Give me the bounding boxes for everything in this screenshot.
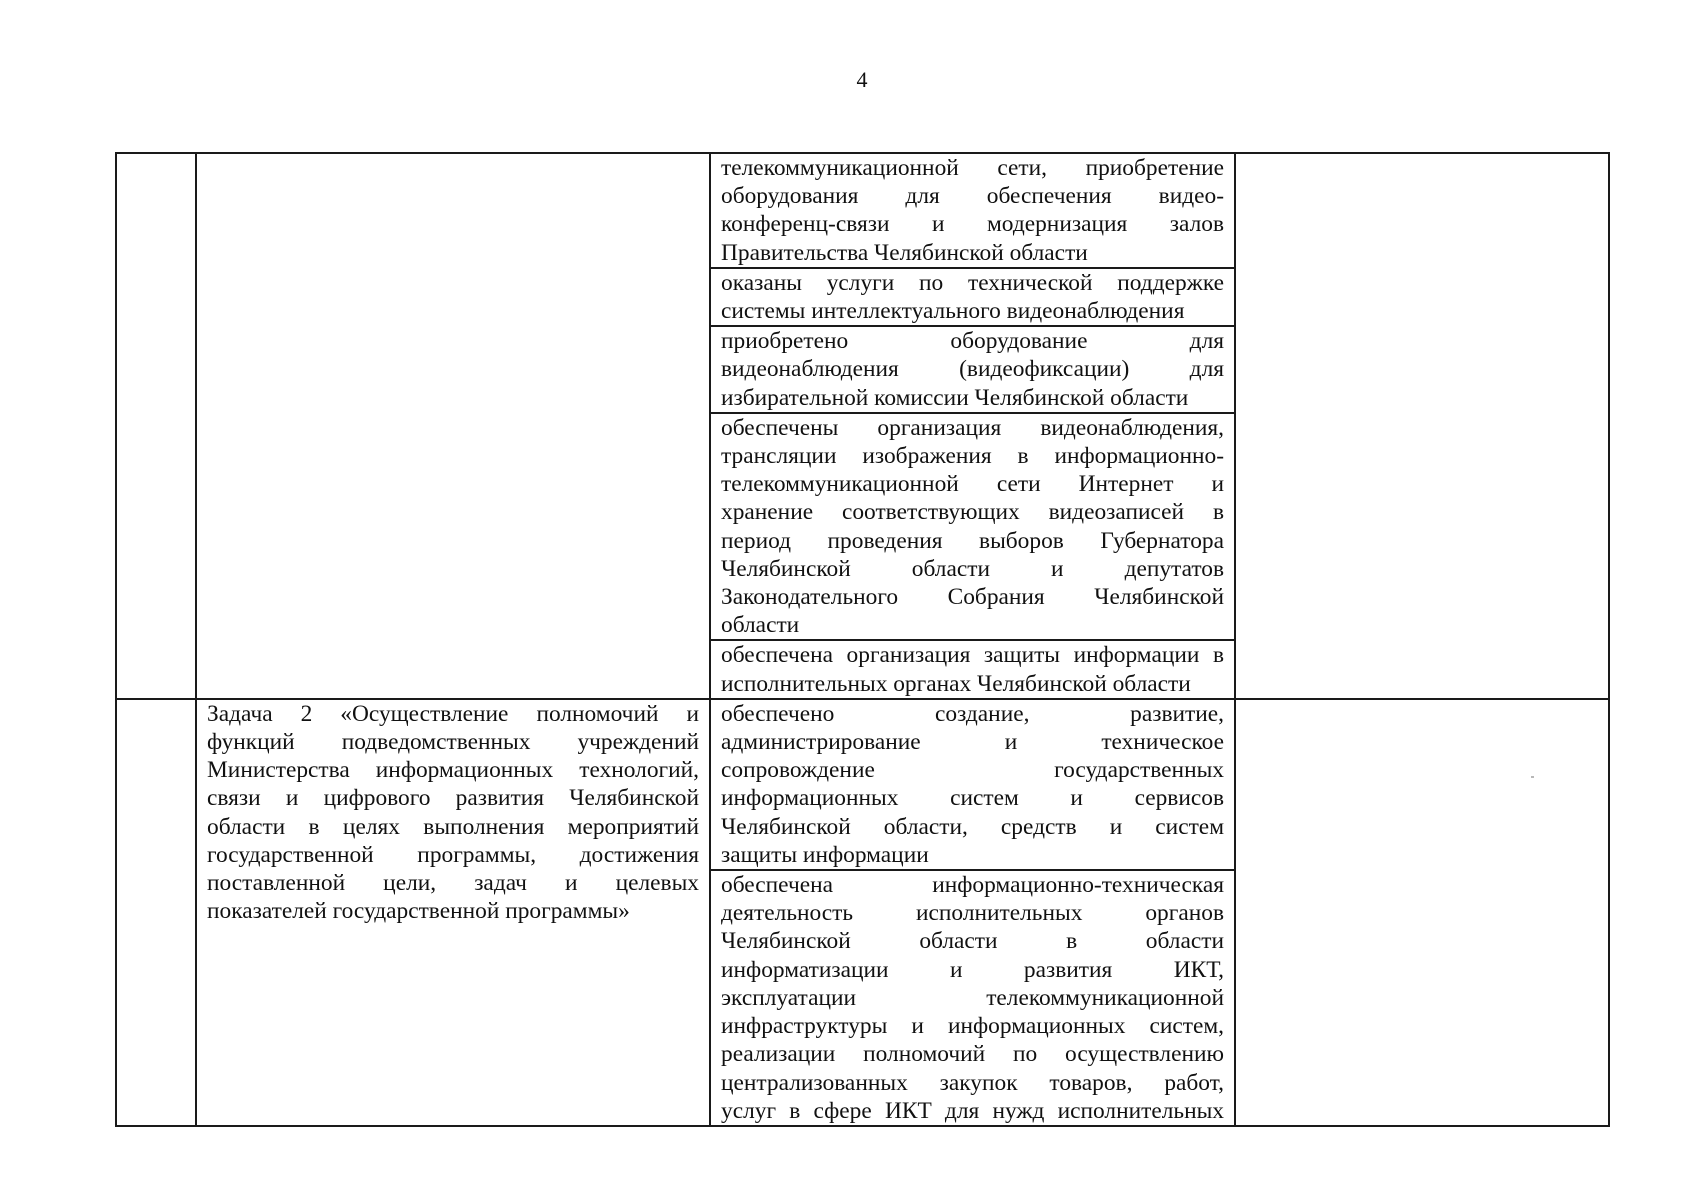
extra-cell: [1235, 699, 1609, 1126]
result-line: деятельность исполнительных органов: [721, 900, 1224, 927]
result-line: системы интеллектуального видеонаблюдения: [721, 298, 1185, 325]
result-line: услуг в сфере ИКТ для нужд исполнительных: [721, 1097, 1224, 1124]
result-line: Правительства Челябинской области: [721, 239, 1088, 266]
task-line: области в целях выполнения мероприятий: [207, 813, 699, 840]
result-line: области: [721, 612, 800, 639]
result-line: защиты информации: [721, 841, 929, 868]
task-cell: [196, 153, 710, 699]
table-row: [116, 153, 1609, 268]
task-line: Задача 2 «Осуществление полномочий и: [207, 700, 699, 727]
result-line: инфраструктуры и информационных систем,: [721, 1013, 1224, 1040]
result-line: обеспечена организация защиты информации в: [721, 642, 1224, 669]
result-line: хранение соответствующих видеозаписей в: [721, 499, 1224, 526]
result-line: период проведения выборов Губернатора: [721, 527, 1224, 554]
result-line: телекоммуникационной сети Интернет и: [721, 471, 1224, 498]
result-line: обеспечена информационно-техническая: [721, 872, 1224, 899]
result-line: обеспечено создание, развитие,: [721, 700, 1224, 727]
result-cell: [710, 699, 1235, 870]
result-cell: [710, 326, 1235, 413]
result-line: информационных систем и сервисов: [721, 785, 1224, 812]
result-line: видеонаблюдения (видеофиксации) для: [721, 356, 1224, 383]
result-cell: [710, 413, 1235, 641]
task-line: связи и цифрового развития Челябинской: [207, 785, 699, 812]
result-line: приобретено оборудование для: [721, 328, 1224, 355]
result-line: администрирование и техническое: [721, 729, 1224, 756]
result-line: трансляции изображения в информационно-: [721, 443, 1224, 470]
result-line: избирательной комиссии Челябинской области: [721, 384, 1189, 411]
result-line: централизованных закупок товаров, работ,: [721, 1069, 1224, 1096]
result-line: исполнительных органах Челябинской области: [721, 670, 1191, 697]
result-line: оказаны услуги по технической поддержке: [721, 269, 1224, 296]
result-line: Челябинской области, средств и систем: [721, 813, 1224, 840]
result-line: эксплуатации телекоммуникационной: [721, 984, 1224, 1011]
result-line: конференц-связи и модернизация залов: [721, 211, 1224, 238]
result-line: телекоммуникационной сети, приобретение: [721, 155, 1224, 181]
task-line: государственной программы, достижения: [207, 841, 699, 868]
task-line: функций подведомственных учреждений: [207, 729, 699, 756]
number-cell: [116, 699, 196, 1126]
result-cell: [710, 640, 1235, 698]
result-line: реализации полномочий по осуществлению: [721, 1041, 1224, 1068]
task-line: Министерства информационных технологий,: [207, 757, 699, 784]
result-line: Челябинской области в области: [721, 928, 1224, 955]
table-row: [116, 699, 1609, 870]
extra-cell: [1235, 153, 1609, 699]
result-cell: [710, 153, 1235, 268]
task-cell: [196, 699, 710, 1126]
result-line: Челябинской области и депутатов: [721, 555, 1224, 582]
result-cell: [710, 870, 1235, 1126]
task-line: показателей государственной программы»: [207, 898, 630, 925]
result-line: Законодательного Собрания Челябинской: [721, 584, 1224, 611]
result-line: информатизации и развития ИКТ,: [721, 956, 1224, 983]
result-line: сопровождение государственных: [721, 757, 1224, 784]
measures-table: [115, 152, 1610, 1127]
task-line: поставленной цели, задач и целевых: [207, 870, 699, 897]
page-number: 4: [856, 67, 868, 92]
result-cell: [710, 268, 1235, 326]
result-line: обеспечены организация видеонаблюдения,: [721, 414, 1224, 441]
number-cell: [116, 153, 196, 699]
scan-speck: [1531, 776, 1534, 778]
result-line: оборудования для обеспечения видео-: [721, 183, 1224, 210]
